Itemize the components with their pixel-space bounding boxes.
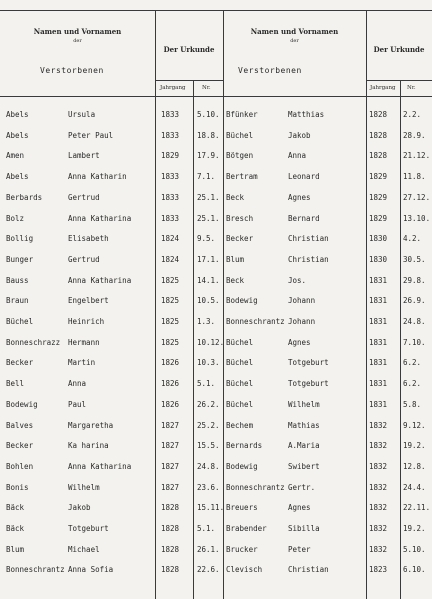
row-year: 1832 bbox=[369, 544, 388, 554]
row-surname: Blum bbox=[226, 254, 245, 264]
row-first: Mathias bbox=[288, 420, 320, 430]
row-surname: Bonis bbox=[6, 482, 29, 492]
row-surname: Berbards bbox=[6, 192, 43, 202]
row-year: 1826 bbox=[161, 399, 180, 409]
register-row bbox=[0, 441, 432, 453]
row-surname: Abels bbox=[6, 110, 29, 119]
row-surname: Bötgen bbox=[226, 151, 254, 161]
row-year: 1823 bbox=[369, 565, 388, 575]
row-surname: Bonneschrazz bbox=[6, 337, 61, 347]
row-year: 1831 bbox=[369, 399, 388, 409]
row-nr: 17.9. bbox=[197, 151, 220, 161]
row-year: 1832 bbox=[369, 503, 388, 513]
row-surname: Büchel bbox=[6, 317, 34, 326]
row-surname: Becker bbox=[6, 358, 34, 368]
row-first: Bernard bbox=[288, 213, 320, 223]
row-first: Agnes bbox=[288, 192, 311, 202]
rule-header-bottom bbox=[0, 96, 432, 97]
left-col-nr: Nr. bbox=[202, 85, 211, 91]
row-nr: 26.2. bbox=[197, 399, 220, 409]
row-nr: 17.1. bbox=[197, 254, 220, 264]
row-year: 1824 bbox=[161, 254, 180, 264]
row-year: 1832 bbox=[369, 482, 388, 492]
row-nr: 15.11. bbox=[197, 503, 225, 513]
row-surname: Bodewig bbox=[6, 399, 38, 409]
row-nr: 19.2. bbox=[403, 441, 426, 451]
row-year: 1828 bbox=[369, 130, 388, 140]
row-year: 1826 bbox=[161, 379, 180, 389]
register-row bbox=[0, 524, 432, 536]
row-first: Anna bbox=[68, 379, 87, 389]
row-nr: 21.12. bbox=[403, 151, 431, 161]
row-nr: 6.10. bbox=[403, 565, 426, 575]
row-surname: Beck bbox=[226, 192, 245, 202]
row-nr: 23.6. bbox=[197, 482, 220, 492]
row-first: Jakob bbox=[288, 130, 311, 140]
row-nr: 25.1. bbox=[197, 213, 220, 223]
row-first: Wilhelm bbox=[288, 399, 320, 409]
row-surname: Clevisch bbox=[226, 565, 263, 575]
row-first: Gertrud bbox=[68, 254, 100, 264]
row-year: 1831 bbox=[369, 358, 388, 368]
row-nr: 28.9. bbox=[403, 130, 426, 140]
row-first: Matthias bbox=[288, 110, 325, 119]
row-first: Lambert bbox=[68, 151, 100, 161]
row-first: Hermann bbox=[68, 337, 100, 347]
row-year: 1829 bbox=[369, 213, 388, 223]
row-nr: 15.5. bbox=[197, 441, 220, 451]
row-year: 1830 bbox=[369, 234, 388, 244]
row-first: Christian bbox=[288, 254, 329, 264]
row-first: Peter Paul bbox=[68, 130, 114, 140]
row-year: 1828 bbox=[161, 503, 180, 513]
row-first: Sibilla bbox=[288, 524, 320, 533]
row-first: Jakob bbox=[68, 503, 91, 513]
row-nr: 24.8. bbox=[197, 461, 220, 471]
register-row bbox=[0, 565, 432, 577]
row-first: Anna Katharina bbox=[68, 275, 132, 285]
row-nr: 26.1. bbox=[197, 544, 220, 554]
left-header-urkunde: Der Urkunde bbox=[163, 45, 215, 54]
row-year: 1831 bbox=[369, 337, 388, 347]
row-year: 1827 bbox=[161, 420, 180, 430]
row-first: Totgeburt bbox=[68, 524, 109, 533]
row-year: 1828 bbox=[161, 544, 180, 554]
row-first: Engelbert bbox=[68, 296, 109, 306]
row-year: 1828 bbox=[161, 524, 180, 533]
row-first: Ursula bbox=[68, 110, 96, 119]
row-year: 1830 bbox=[369, 254, 388, 264]
row-first: Margaretha bbox=[68, 420, 114, 430]
register-row bbox=[0, 193, 432, 205]
row-nr: 30.5. bbox=[403, 254, 426, 264]
row-nr: 27.12. bbox=[403, 192, 431, 202]
row-year: 1833 bbox=[161, 192, 180, 202]
row-year: 1832 bbox=[369, 420, 388, 430]
row-nr: 22.6. bbox=[197, 565, 220, 575]
row-year: 1825 bbox=[161, 337, 180, 347]
row-nr: 13.10. bbox=[403, 213, 431, 223]
row-nr: 9.12. bbox=[403, 420, 426, 430]
row-nr: 24.4. bbox=[403, 482, 426, 492]
row-nr: 10.5. bbox=[197, 296, 220, 306]
row-surname: Brabender bbox=[226, 524, 267, 533]
row-year: 1829 bbox=[369, 192, 388, 202]
row-surname: Bonneschrantz bbox=[6, 565, 65, 575]
left-header-sub: der bbox=[73, 38, 82, 44]
row-surname: Bodewig bbox=[226, 296, 258, 306]
row-first: Christian bbox=[288, 565, 329, 575]
row-surname: Büchel bbox=[226, 379, 254, 389]
row-nr: 5.10. bbox=[403, 544, 426, 554]
row-surname: Becker bbox=[6, 441, 34, 451]
row-year: 1831 bbox=[369, 275, 388, 285]
register-row bbox=[0, 503, 432, 515]
row-year: 1828 bbox=[161, 565, 180, 575]
right-col-nr: Nr. bbox=[407, 85, 416, 91]
row-surname: Büchel bbox=[226, 337, 254, 347]
row-nr: 10.3. bbox=[197, 358, 220, 368]
right-header-word: Verstorbenen bbox=[238, 66, 302, 75]
row-nr: 14.1. bbox=[197, 275, 220, 285]
row-surname: Becker bbox=[226, 234, 254, 244]
row-first: Christian bbox=[288, 234, 329, 244]
row-first: Agnes bbox=[288, 337, 311, 347]
register-row bbox=[0, 545, 432, 557]
left-header-title: Namen und Vornamen bbox=[33, 27, 122, 36]
row-nr: 5.1. bbox=[197, 379, 216, 389]
row-nr: 9.5. bbox=[197, 234, 216, 244]
row-nr: 11.8. bbox=[403, 172, 426, 182]
row-surname: Bolz bbox=[6, 213, 25, 223]
row-nr: 5.1. bbox=[197, 524, 216, 533]
right-header-urkunde: Der Urkunde bbox=[373, 45, 425, 54]
row-nr: 24.8. bbox=[403, 317, 426, 326]
register-row bbox=[0, 131, 432, 143]
row-nr: 18.8. bbox=[197, 130, 220, 140]
row-nr: 25.2. bbox=[197, 420, 220, 430]
row-first: Anna Katharin bbox=[68, 172, 127, 182]
row-nr: 7.1. bbox=[197, 172, 216, 182]
row-surname: Beck bbox=[226, 275, 245, 285]
register-row bbox=[0, 317, 432, 329]
row-surname: Büchel bbox=[226, 399, 254, 409]
row-first: Ka harina bbox=[68, 441, 109, 451]
register-row bbox=[0, 421, 432, 433]
row-nr: 6.2. bbox=[403, 379, 422, 389]
row-surname: Bauss bbox=[6, 275, 29, 285]
register-row bbox=[0, 234, 432, 246]
row-surname: Bertram bbox=[226, 172, 258, 182]
register-row bbox=[0, 151, 432, 163]
row-nr: 22.11. bbox=[403, 503, 431, 513]
right-header-title: Namen und Vornamen bbox=[250, 27, 339, 36]
row-nr: 1.3. bbox=[197, 317, 216, 326]
row-surname: Abels bbox=[6, 130, 29, 140]
register-row bbox=[0, 338, 432, 350]
register-row bbox=[0, 172, 432, 184]
row-year: 1829 bbox=[369, 172, 388, 182]
row-first: Totgeburt bbox=[288, 358, 329, 368]
row-surname: Bresch bbox=[226, 213, 254, 223]
row-first: Johann bbox=[288, 296, 316, 306]
row-year: 1827 bbox=[161, 482, 180, 492]
row-first: Anna Katharina bbox=[68, 213, 132, 223]
left-header-word: Verstorbenen bbox=[40, 66, 104, 75]
row-year: 1827 bbox=[161, 441, 180, 451]
row-first: Jos. bbox=[288, 275, 307, 285]
row-nr: 10.12. bbox=[197, 337, 225, 347]
row-surname: Bäck bbox=[6, 503, 25, 513]
row-surname: Bechem bbox=[226, 420, 254, 430]
row-year: 1831 bbox=[369, 379, 388, 389]
row-surname: Amen bbox=[6, 151, 25, 161]
row-year: 1828 bbox=[369, 110, 388, 119]
row-first: Swibert bbox=[288, 461, 320, 471]
row-year: 1832 bbox=[369, 461, 388, 471]
row-first: Gertr. bbox=[288, 482, 316, 492]
row-surname: Bunger bbox=[6, 254, 34, 264]
row-first: Gertrud bbox=[68, 192, 100, 202]
row-surname: Bäck bbox=[6, 524, 25, 533]
row-first: Michael bbox=[68, 544, 100, 554]
right-header-sub: der bbox=[290, 38, 299, 44]
row-surname: Büchel bbox=[226, 130, 254, 140]
row-surname: Abels bbox=[6, 172, 29, 182]
row-nr: 4.2. bbox=[403, 234, 422, 244]
row-surname: Büchel bbox=[226, 358, 254, 368]
register-row bbox=[0, 296, 432, 308]
register-row bbox=[0, 400, 432, 412]
row-first: Heinrich bbox=[68, 317, 105, 326]
row-nr: 26.9. bbox=[403, 296, 426, 306]
row-surname: Braun bbox=[6, 296, 29, 306]
row-surname: Bernards bbox=[226, 441, 263, 451]
row-first: Agnes bbox=[288, 503, 311, 513]
rule-header-left bbox=[155, 80, 223, 81]
row-surname: Bonneschrantz bbox=[226, 317, 285, 326]
row-nr: 7.10. bbox=[403, 337, 426, 347]
row-first: Anna Sofia bbox=[68, 565, 114, 575]
register-row bbox=[0, 255, 432, 267]
rule-top bbox=[0, 10, 432, 11]
row-year: 1825 bbox=[161, 275, 180, 285]
row-surname: Breuers bbox=[226, 503, 258, 513]
row-nr: 19.2. bbox=[403, 524, 426, 533]
register-row bbox=[0, 483, 432, 495]
register-row bbox=[0, 214, 432, 226]
row-nr: 29.8. bbox=[403, 275, 426, 285]
register-row bbox=[0, 110, 432, 122]
row-nr: 25.1. bbox=[197, 192, 220, 202]
row-year: 1831 bbox=[369, 296, 388, 306]
row-surname: Bodewig bbox=[226, 461, 258, 471]
row-surname: Bell bbox=[6, 379, 25, 389]
row-first: Anna bbox=[288, 151, 307, 161]
row-first: Elisabeth bbox=[68, 234, 109, 244]
row-year: 1828 bbox=[369, 151, 388, 161]
row-year: 1826 bbox=[161, 358, 180, 368]
row-first: Paul bbox=[68, 399, 87, 409]
row-year: 1829 bbox=[161, 151, 180, 161]
row-surname: Brucker bbox=[226, 544, 258, 554]
row-year: 1832 bbox=[369, 441, 388, 451]
row-year: 1825 bbox=[161, 317, 180, 326]
row-year: 1833 bbox=[161, 110, 180, 119]
rule-header-right bbox=[366, 80, 432, 81]
row-first: Johann bbox=[288, 317, 316, 326]
row-first: Totgeburt bbox=[288, 379, 329, 389]
row-first: A.Maria bbox=[288, 441, 320, 451]
left-col-jahrgang: Jahrgang bbox=[160, 85, 186, 91]
row-nr: 2.2. bbox=[403, 110, 422, 119]
register-row bbox=[0, 462, 432, 474]
row-first: Leonard bbox=[288, 172, 320, 182]
row-first: Peter bbox=[288, 544, 311, 554]
row-first: Wilhelm bbox=[68, 482, 100, 492]
row-year: 1824 bbox=[161, 234, 180, 244]
row-first: Martin bbox=[68, 358, 96, 368]
register-row bbox=[0, 379, 432, 391]
row-year: 1833 bbox=[161, 172, 180, 182]
row-surname: Bohlen bbox=[6, 461, 34, 471]
row-year: 1825 bbox=[161, 296, 180, 306]
register-row bbox=[0, 276, 432, 288]
right-col-jahrgang: Jahrgang bbox=[370, 85, 396, 91]
row-first: Anna Katharina bbox=[68, 461, 132, 471]
row-year: 1832 bbox=[369, 524, 388, 533]
register-row bbox=[0, 358, 432, 370]
row-surname: Balves bbox=[6, 420, 34, 430]
row-surname: Bonneschrantz bbox=[226, 482, 285, 492]
row-nr: 5.10. bbox=[197, 110, 220, 119]
row-year: 1827 bbox=[161, 461, 180, 471]
row-nr: 5.8. bbox=[403, 399, 422, 409]
row-year: 1833 bbox=[161, 130, 180, 140]
row-surname: Bollig bbox=[6, 234, 34, 244]
row-surname: Bfünker bbox=[226, 110, 258, 119]
row-year: 1831 bbox=[369, 317, 388, 326]
row-nr: 12.8. bbox=[403, 461, 426, 471]
row-surname: Blum bbox=[6, 544, 25, 554]
row-year: 1833 bbox=[161, 213, 180, 223]
row-nr: 6.2. bbox=[403, 358, 422, 368]
